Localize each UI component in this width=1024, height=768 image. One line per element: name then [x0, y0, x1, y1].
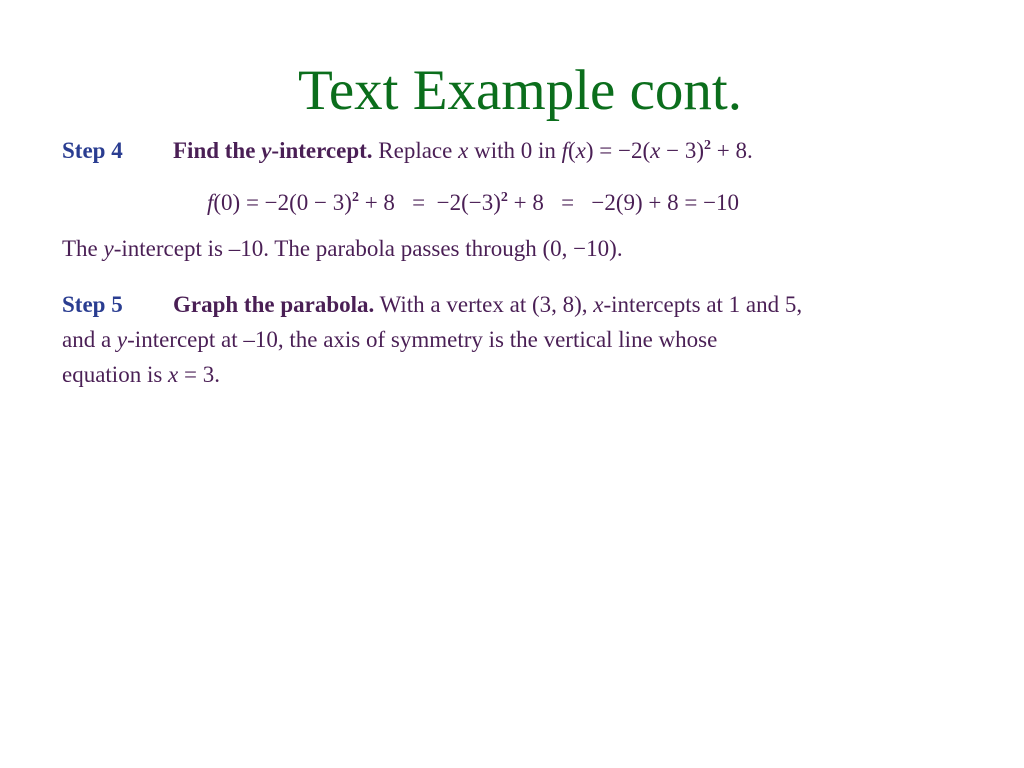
- y-intercept-sentence: [62, 234, 623, 264]
- equation-part-2: + 8 = −2(−3): [358, 190, 501, 215]
- equation-line: [207, 188, 739, 222]
- step4-text-1: Replace: [372, 138, 459, 163]
- yint-var: y: [103, 236, 114, 261]
- step5-line3-var: x: [168, 362, 179, 387]
- step4-text: [173, 136, 753, 170]
- step4-func-x: x: [575, 138, 586, 163]
- step5-line2-var: y: [116, 327, 128, 352]
- equation-part-3: + 8 = −2(9) + 8 = −10: [507, 190, 740, 215]
- equation-exponent-2: 2: [500, 190, 508, 205]
- step5-line2-post: -intercept at –10, the axis of symmetry is the vertical line whose: [127, 327, 718, 352]
- step5-heading: Graph the parabola.: [173, 292, 375, 317]
- step4-heading-var: y: [261, 138, 272, 163]
- step4-func-rest-3: + 8.: [711, 138, 753, 163]
- step4-func-x2: x: [650, 138, 661, 163]
- step5-var-x: x: [593, 292, 604, 317]
- step5-text: [173, 290, 802, 320]
- step5-text-1: With a vertex at (3, 8),: [374, 292, 594, 317]
- step4-heading-post: -intercept.: [271, 138, 373, 163]
- step5-line3-pre: equation is: [62, 362, 169, 387]
- yint-post: -intercept is –10. The parabola passes through (0, −10).: [113, 236, 623, 261]
- equation-exponent-1: 2: [351, 190, 359, 205]
- yint-pre: The: [62, 236, 104, 261]
- step4-text-2: with 0 in: [468, 138, 562, 163]
- step4-var-x: x: [458, 138, 469, 163]
- equation-part-1: (0) = −2(0 − 3): [213, 190, 352, 215]
- step5-text-2: -intercepts at 1 and 5,: [603, 292, 803, 317]
- step5-label: Step 5: [62, 292, 123, 317]
- step4-func-rest-2: − 3): [660, 138, 705, 163]
- step5-line-2: [62, 325, 717, 355]
- slide-title: Text Example cont.: [298, 59, 742, 122]
- step4-func-args: (: [568, 138, 576, 163]
- step5-line3-post: = 3.: [178, 362, 220, 387]
- step4-func-rest-1: ) = −2(: [585, 138, 651, 163]
- step4-label: Step 4: [62, 138, 123, 163]
- step4-exponent: 2: [704, 138, 712, 153]
- equation-f: f: [207, 190, 214, 215]
- step4-func-f: f: [561, 138, 568, 163]
- step4-heading-pre: Find the: [173, 138, 262, 163]
- step5-line-3: [62, 360, 220, 390]
- step5-line2-pre: and a: [62, 327, 117, 352]
